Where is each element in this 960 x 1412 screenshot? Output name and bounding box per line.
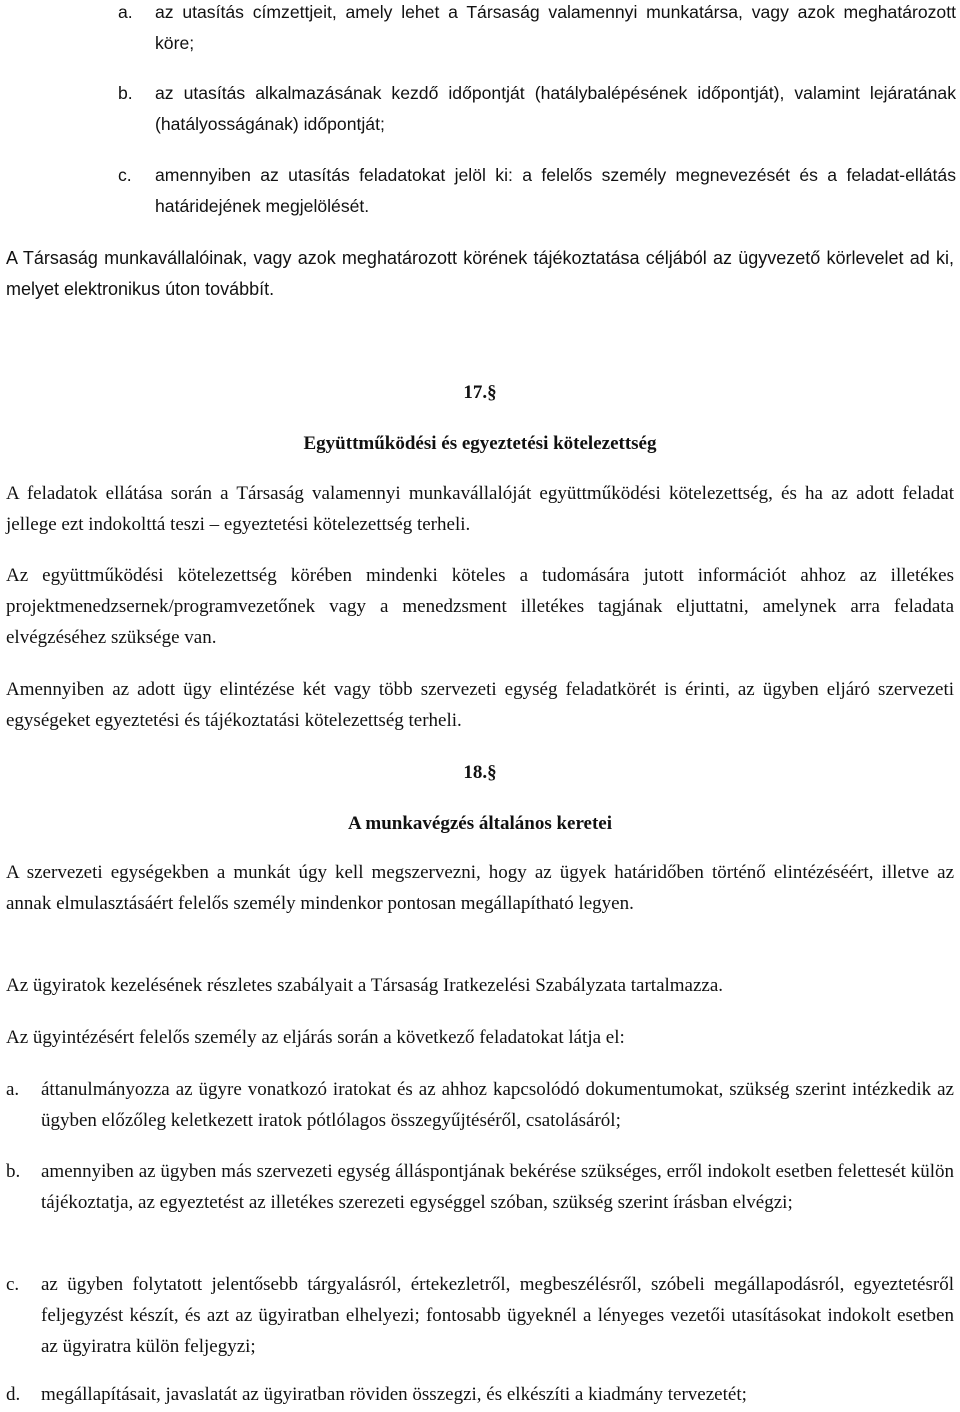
list-item [118,160,956,222]
section-title: A munkavégzés általános keretei [347,813,613,834]
section-sign-icon: § [487,382,497,403]
list-item-text: az utasítás alkalmazásának kezdő időpontját (hatálybalépésének időpontját), valamint lejáratának (hatályosságának) időpontját; [155,83,956,134]
list-marker: a. [118,2,133,22]
list-item [118,0,956,59]
list-item [6,1269,954,1362]
section-number: 17.§ [463,382,497,403]
section-title: Együttműködési és egyeztetési kötelezettség [303,433,657,454]
list-item [6,1156,954,1218]
list-item [6,1074,954,1136]
list-item-text: amennyiben az utasítás feladatokat jelöl ki: a felelős személy megnevezését és a feladat-ellátás határidejének megjelölését. [155,165,956,216]
list-item-text: az utasítás címzettjeit, amely lehet a Társaság valamennyi munkatársa, vagy azok meghatározott köre; [155,2,956,53]
list-item-text: az ügyben folytatott jelentősebb tárgyalásról, értekezletről, megbeszélésről, szóbeli megállapodásról, egyeztetésről feljegyzést készít, és azt az ügyiratban elhelyezi; fontosabb ügyeknél a lényeges vezetői utasításokat indokolt esetben az ügyiratra külön feljegyzi; [41,1274,954,1357]
paragraph: Amennyiben az adott ügy elintézése két vagy több szervezeti egység feladatkörét is érinti, az ügyben eljáró szervezeti egységeket egyeztetési és tájékoztatási kötelezettség terheli. [6,679,954,731]
list-item-text: megállapításait, javaslatát az ügyiratban röviden összegzi, és elkészíti a kiadmány tervezetét; [41,1384,747,1405]
list-marker: d. [6,1384,21,1405]
section-number: 18.§ [463,762,497,783]
list-item-text: amennyiben az ügyben más szervezeti egység álláspontjának bekérése szükséges, erről indokolt esetben felettesét külön tájékoztatja, az egyeztetést az illetékes szerezeti egységgel szóban, szükség szerint írásban elvégzi; [41,1161,954,1213]
list-marker: b. [6,1161,21,1182]
paragraph: A feladatok ellátása során a Társaság valamennyi munkavállalóját együttműködési kötelezettség, és ha az adott feladat jellege ezt indokolttá teszi – egyeztetési kötelezettség terheli. [6,483,954,535]
section-sign-icon: § [487,762,497,783]
list-item [6,1379,954,1410]
paragraph: Az ügyintézésért felelős személy az eljárás során a következő feladatokat látja el: [6,1027,625,1048]
paragraph: Az együttműködési kötelezettség körében mindenki köteles a tudomására jutott információt ahhoz az illetékes projektmenedzsernek/programvezetőnek vagy a menedzsment illetékes tagjának eljuttatni, amelynek arra feladata elvégzéséhez szüksége van. [6,565,954,648]
list-item-text: áttanulmányozza az ügyre vonatkozó iratokat és az ahhoz kapcsolódó dokumentumokat, szükség szerint intézkedik az ügyben előzőleg keletkezett iratok pótlólagos összegyűjtéséről, csatolásáról; [41,1079,954,1131]
list-item [118,78,956,140]
list-marker: c. [118,165,132,185]
paragraph: A szervezeti egységekben a munkát úgy kell megszervezni, hogy az ügyek határidőben történő elintézéséért, illetve az annak elmulasztásáért felelős személy mindenkor pontosan megállapítható legyen. [6,862,954,914]
intro-paragraph: A Társaság munkavállalóinak, vagy azok meghatározott körének tájékoztatása céljából az ügyvezető körlevelet ad ki, melyet elektronikus úton továbbít. [6,248,954,299]
paragraph: Az ügyiratok kezelésének részletes szabályait a Társaság Iratkezelési Szabályzata tartalmazza. [6,975,724,996]
list-marker: b. [118,83,133,103]
list-marker: a. [6,1079,20,1100]
list-marker: c. [6,1274,20,1295]
